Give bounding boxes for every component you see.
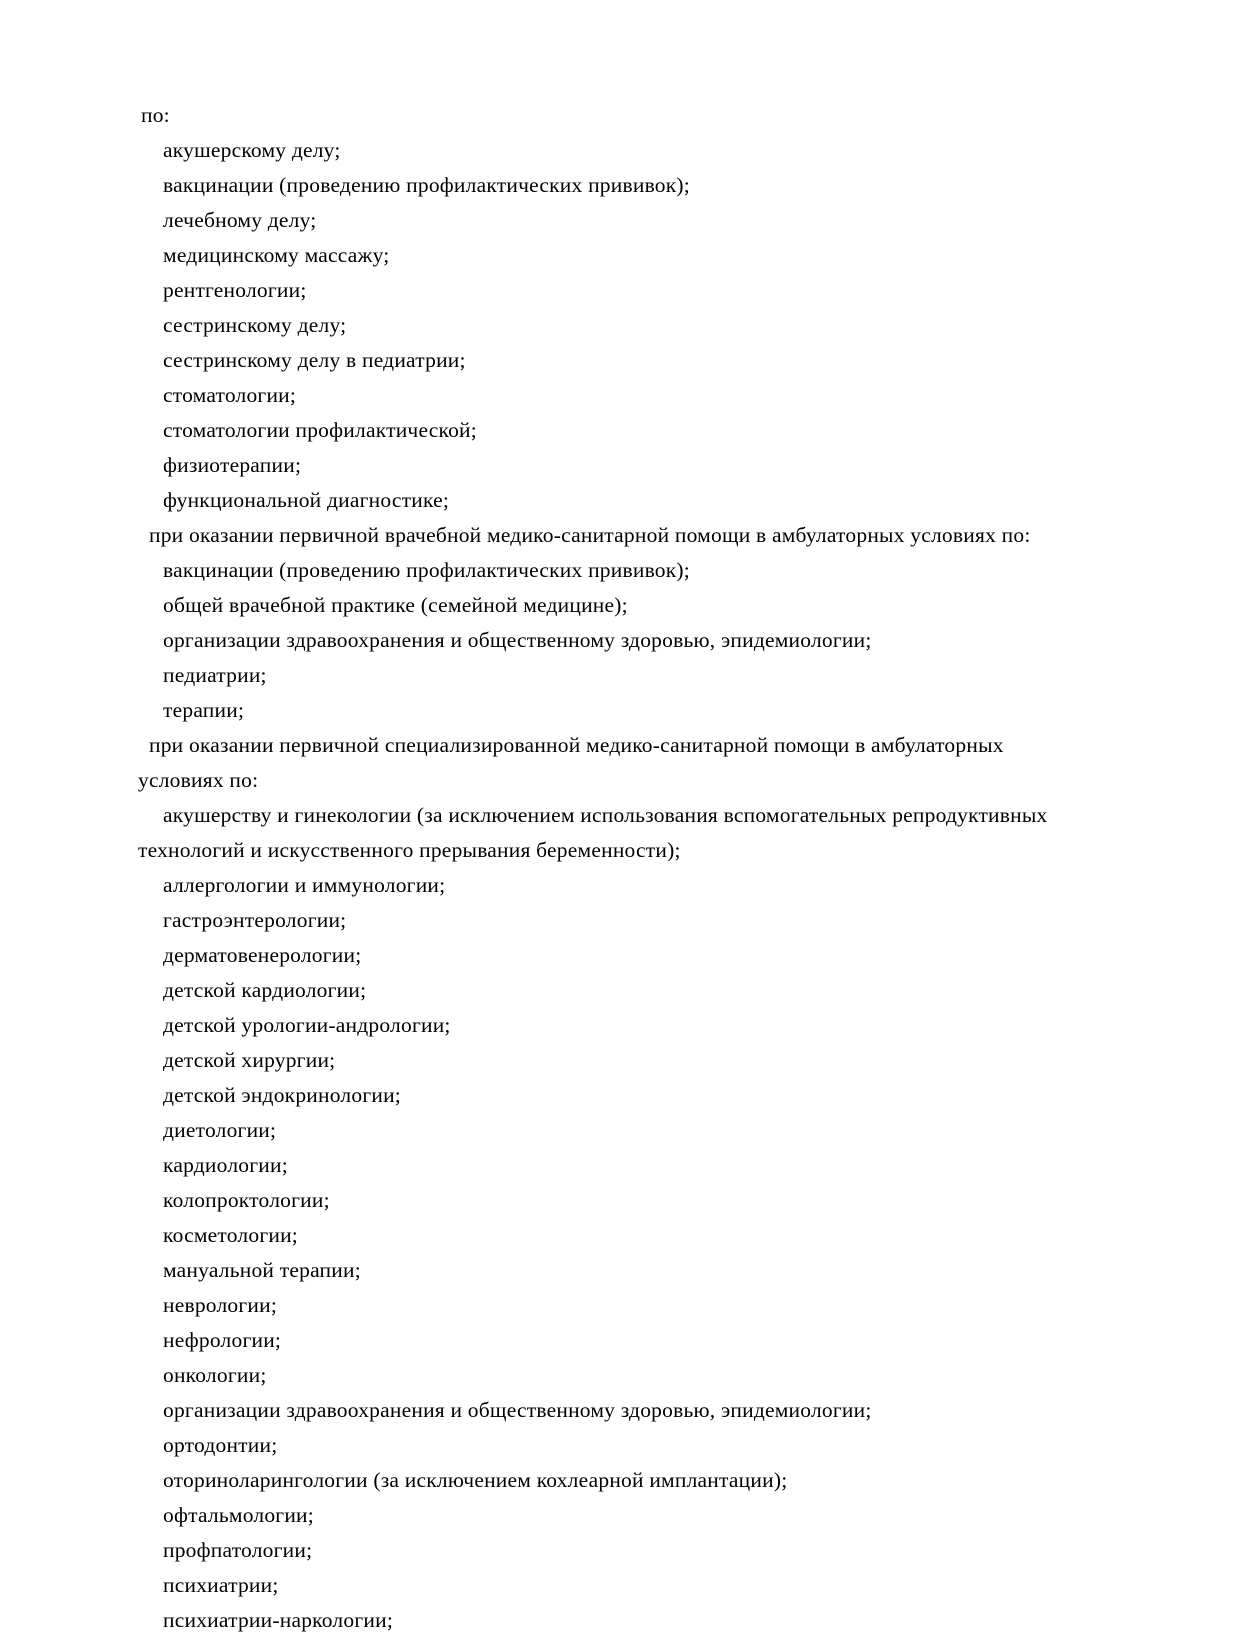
text-line: колопроктологии; bbox=[163, 1188, 330, 1212]
text-line: рентгенологии; bbox=[163, 278, 307, 302]
text-line: детской урологии-андрологии; bbox=[163, 1013, 451, 1037]
text-line: сестринскому делу; bbox=[163, 313, 347, 337]
text-line: стоматологии профилактической; bbox=[163, 418, 477, 442]
text-line: физиотерапии; bbox=[163, 453, 302, 477]
document-text-body bbox=[138, 98, 1133, 1638]
text-line: онкологии; bbox=[163, 1363, 267, 1387]
text-line: дерматовенерологии; bbox=[163, 943, 362, 967]
text-line: косметологии; bbox=[163, 1223, 298, 1247]
text-line: неврологии; bbox=[163, 1293, 278, 1317]
text-line: сестринскому делу в педиатрии; bbox=[163, 348, 466, 372]
text-line: психиатрии; bbox=[163, 1573, 279, 1597]
text-line: педиатрии; bbox=[163, 663, 267, 687]
text-line: организации здравоохранения и общественному здоровью, эпидемиологии; bbox=[163, 628, 872, 652]
text-line: офтальмологии; bbox=[163, 1503, 314, 1527]
text-line: вакцинации (проведению профилактических прививок); bbox=[163, 558, 690, 582]
text-line: при оказании первичной специализированной медико-санитарной помощи в амбулаторных bbox=[149, 733, 1004, 757]
text-line: вакцинации (проведению профилактических прививок); bbox=[163, 173, 690, 197]
text-line: психиатрии-наркологии; bbox=[163, 1608, 394, 1632]
text-line: кардиологии; bbox=[163, 1153, 288, 1177]
text-line: медицинскому массажу; bbox=[163, 243, 390, 267]
text-line: при оказании первичной врачебной медико-санитарной помощи в амбулаторных условиях по: bbox=[149, 523, 1031, 547]
text-line: технологий и искусственного прерывания беременности); bbox=[138, 838, 681, 862]
text-line: условиях по: bbox=[138, 768, 259, 792]
text-line: акушерскому делу; bbox=[163, 138, 341, 162]
text-line: терапии; bbox=[163, 698, 245, 722]
text-line: ортодонтии; bbox=[163, 1433, 278, 1457]
text-line: аллергологии и иммунологии; bbox=[163, 873, 446, 897]
text-line: детской эндокринологии; bbox=[163, 1083, 401, 1107]
text-line: по: bbox=[141, 103, 170, 127]
text-line: акушерству и гинекологии (за исключением использования вспомогательных репродуктивных bbox=[163, 803, 1048, 827]
text-line: детской хирургии; bbox=[163, 1048, 336, 1072]
text-line: функциональной диагностике; bbox=[163, 488, 450, 512]
text-line: профпатологии; bbox=[163, 1538, 313, 1562]
text-line: стоматологии; bbox=[163, 383, 297, 407]
text-line: оториноларингологии (за исключением кохлеарной имплантации); bbox=[163, 1468, 788, 1492]
text-line: мануальной терапии; bbox=[163, 1258, 361, 1282]
text-line: детской кардиологии; bbox=[163, 978, 367, 1002]
text-line: нефрологии; bbox=[163, 1328, 282, 1352]
text-line: диетологии; bbox=[163, 1118, 277, 1142]
text-line: организации здравоохранения и общественному здоровью, эпидемиологии; bbox=[163, 1398, 872, 1422]
text-line: лечебному делу; bbox=[163, 208, 317, 232]
text-line: общей врачебной практике (семейной медицине); bbox=[163, 593, 628, 617]
text-line: гастроэнтерологии; bbox=[163, 908, 347, 932]
